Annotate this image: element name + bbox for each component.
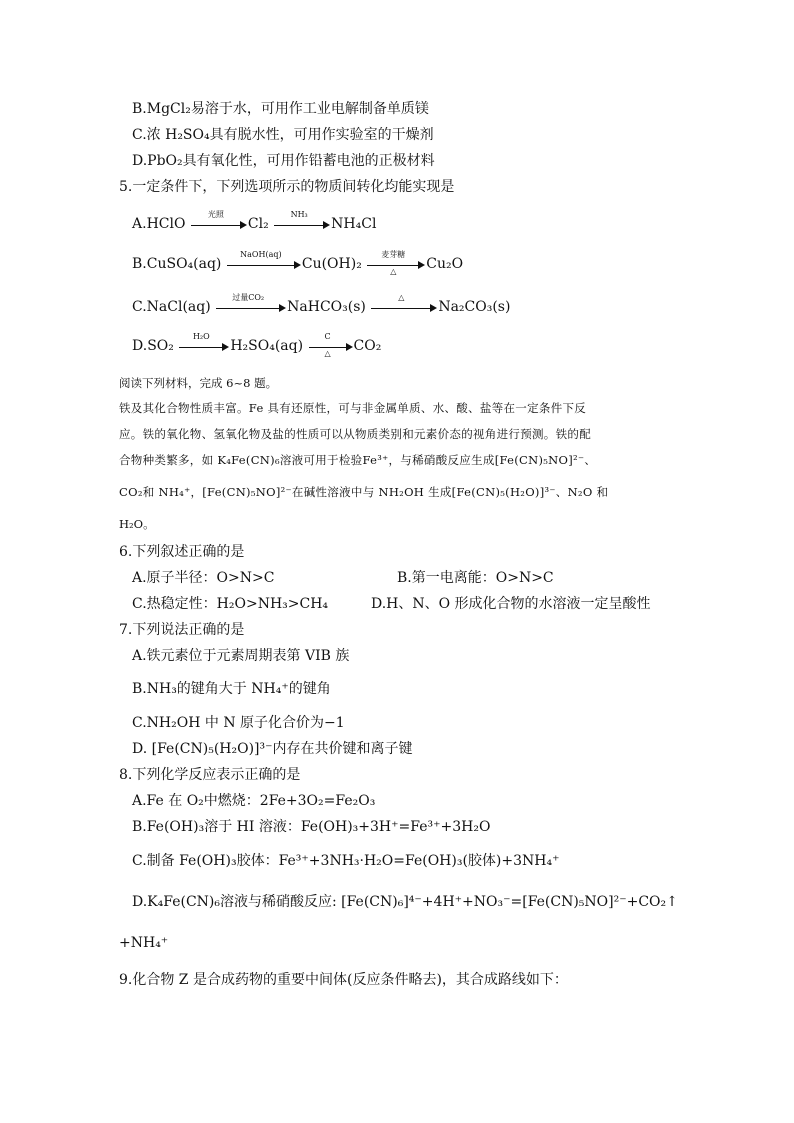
q5-c-arrow-2: [371, 293, 437, 314]
q8-option-c: C.制备 Fe(OH)₃胶体：Fe³⁺+3NH₃·H₂O=Fe(OH)₃(胶体)+3NH₄⁺: [132, 853, 560, 869]
q6-stem: 6.下列叙述正确的是: [119, 544, 245, 560]
q5-a-arrow-2: [274, 210, 330, 231]
q6-option-a: A.原子半径：O>N>C: [132, 570, 275, 586]
q5-d-label: D.: [132, 338, 148, 354]
q5-b-arrow-1: [227, 250, 301, 271]
q8-option-d: D.K₄Fe(CN)₆溶液与稀硝酸反应: [Fe(CN)₆]⁴⁻+4H⁺+NO₃⁻=[Fe(CN)₅NO]²⁻+CO₂↑: [132, 894, 678, 910]
q6-option-d: D.H、N、O 形成化合物的水溶液一定呈酸性: [371, 596, 651, 612]
q5-b-condition-2: 麦芽糖: [381, 250, 406, 259]
q5-d-condition-2: C: [324, 332, 331, 341]
q5-option-b: [132, 250, 464, 276]
reading-paragraph-line-1: 铁及其化合物性质丰富。Fe 具有还原性，可与非金属单质、水、酸、盐等在一定条件下反: [119, 401, 587, 415]
q6-option-c: C.热稳定性：H₂O>NH₃>CH₄: [132, 596, 329, 612]
q4-option-b: B.MgCl₂易溶于水，可用作工业电解制备单质镁: [132, 101, 429, 117]
q6-option-b: B.第一电离能：O>N>C: [397, 570, 554, 586]
q9-stem: 9.化合物 Z 是合成药物的重要中间体(反应条件略去)，其合成路线如下：: [119, 972, 568, 988]
q5-c-species-3: Na₂CO₃(s): [438, 299, 511, 315]
q5-b-condition-1: NaOH(aq): [240, 250, 282, 259]
q5-d-species-1: SO₂: [147, 338, 174, 354]
q7-option-c: C.NH₂OH 中 N 原子化合价为−1: [132, 715, 345, 731]
q8-stem: 8.下列化学反应表示正确的是: [119, 767, 301, 783]
q4-option-d: D.PbO₂具有氧化性，可用作铅蓄电池的正极材料: [132, 153, 435, 169]
reading-paragraph-line-2: 应。铁的氧化物、氢氧化物及盐的性质可以从物质类别和元素价态的视角进行预测。铁的配: [119, 427, 591, 441]
reading-paragraph-line-3: 合物种类繁多，如 K₄Fe(CN)₆溶液可用于检验Fe³⁺，与稀硝酸反应生成[Fe(CN)₅NO]²⁻、: [119, 453, 597, 467]
q5-b-label: B.: [132, 256, 147, 272]
q5-c-condition-2: △: [398, 293, 405, 302]
q5-c-label: C.: [132, 299, 147, 315]
q5-c-species-2: NaHCO₃(s): [287, 299, 366, 315]
q7-option-a: A.铁元素位于元素周期表第 VIB 族: [132, 648, 350, 664]
q5-d-condition-1: H₂O: [192, 332, 210, 341]
q7-stem: 7.下列说法正确的是: [119, 622, 245, 638]
q5-b-species-1: CuSO₄(aq): [146, 256, 222, 272]
q5-d-species-2: H₂SO₄(aq): [230, 338, 304, 354]
q8-option-a: A.Fe 在 O₂中燃烧：2Fe+3O₂=Fe₂O₃: [132, 793, 376, 809]
q5-b-condition-2-heat: △: [390, 267, 397, 276]
q5-d-arrow-2: [309, 332, 353, 358]
q5-b-arrow-2: [367, 250, 425, 276]
reading-paragraph-line-5: H₂O。: [119, 517, 155, 531]
q5-d-species-3: CO₂: [353, 338, 382, 354]
q5-d-condition-2-heat: △: [324, 349, 331, 358]
reading-intro: 阅读下列材料，完成 6~8 题。: [119, 376, 278, 390]
q5-a-condition-2: NH₃: [290, 210, 308, 219]
reading-paragraph-line-4: CO₂和 NH₄⁺，[Fe(CN)₅NO]²⁻在碱性溶液中与 NH₂OH 生成[Fe(CN)₅(H₂O)]³⁻、N₂O 和: [119, 485, 609, 499]
q5-d-arrow-1: [179, 332, 229, 353]
q7-option-d: D. [Fe(CN)₅(H₂O)]³⁻内存在共价键和离子键: [132, 741, 413, 757]
q5-a-species-2: Cl₂: [247, 216, 269, 232]
q5-a-label: A.: [132, 216, 147, 232]
q8-option-b: B.Fe(OH)₃溶于 HI 溶液：Fe(OH)₃+3H⁺=Fe³⁺+3H₂O: [132, 819, 491, 835]
q8-option-d-continued: +NH₄⁺: [119, 935, 169, 951]
q5-a-species-3: NH₄Cl: [331, 216, 377, 232]
q5-option-c: [132, 293, 511, 316]
q5-c-condition-1: 过量CO₂: [232, 293, 265, 302]
q5-a-species-1: HClO: [146, 216, 186, 232]
q5-c-species-1: NaCl(aq): [146, 299, 211, 315]
q5-option-d: [132, 332, 382, 358]
q5-a-arrow-1: [191, 210, 247, 231]
q5-a-condition-1: 光照: [207, 210, 224, 219]
q5-stem: 5.一定条件下，下列选项所示的物质间转化均能实现是: [119, 179, 455, 195]
q5-b-species-3: Cu₂O: [426, 256, 464, 272]
q5-option-a: [132, 210, 377, 233]
q7-option-b: B.NH₃的键角大于 NH₄⁺的键角: [132, 681, 331, 697]
q5-c-arrow-1: [216, 293, 286, 314]
q5-b-species-2: Cu(OH)₂: [301, 256, 362, 272]
q4-option-c: C.浓 H₂SO₄具有脱水性，可用作实验室的干燥剂: [132, 127, 434, 143]
